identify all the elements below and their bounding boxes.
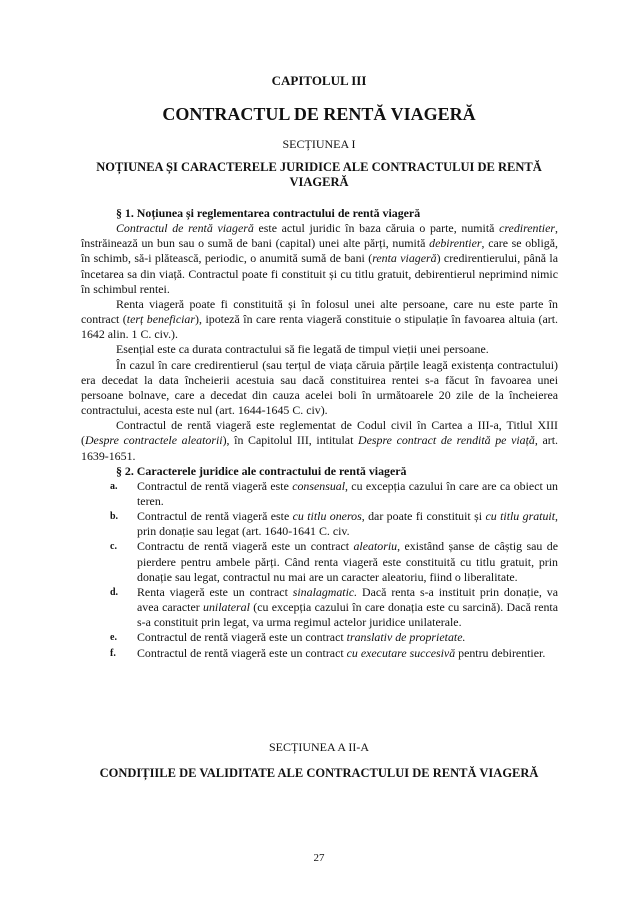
text-run: Contractul de rentă viageră este [137, 509, 293, 524]
emphasis: debirentier [429, 236, 482, 251]
page-number: 27 [313, 852, 325, 864]
emphasis: terț beneficiar [126, 312, 195, 327]
text-run: Contractu de rentă viageră este un contract [137, 539, 354, 554]
list-marker: b. [110, 511, 119, 523]
paragraph: În cazul în care credirentierul (sau terțul de viața căruia părțile leagă existența contractului) era decedat la data încheierii acestuia sau dacă constituirea rentei s-a făcut în favoarea unei persoane bolnave, care a decedat din cauza acelei boli în următoarele 20 zile de la încheierea contractului, acesta este nul (art. 1644-1645 C. civ). [81, 357, 558, 418]
text-run: , existând șanse de câștig sau de pierdere pentru ambele părți. Când renta viageră este constituită cu titlu gratuit, prin donație sau legat, contractul nu mai are un caracter aleatoriu, fiind o liberalitate. [137, 539, 558, 584]
paragraph [81, 418, 558, 463]
text-run: , art. 1639-1651. [81, 433, 558, 463]
list-marker: a. [110, 480, 118, 492]
list-item [81, 646, 558, 661]
text-run: Contractul de rentă viageră este un contract [137, 630, 347, 645]
emphasis: cu executare succesivă [346, 645, 456, 660]
text-run: ), ipoteză în care renta viageră constituie o stipulație în favoarea altuia (art. 1642 alin. 1 C. civ.). [81, 312, 558, 342]
text-run: , care se obligă, în schimb, să-i plătească, periodic, o anumită sumă de bani ( [81, 236, 558, 266]
text-run: , cu excepția cazului în care are ca obiect un teren. [137, 478, 558, 508]
text-run: Renta viageră este un contract [137, 584, 293, 599]
list-item [81, 539, 558, 584]
paragraph: Esențial este ca durata contractului să fie legată de timpul vieții unei persoane. [116, 342, 489, 357]
text-run: ) credirentierului, până la încetarea sa din viață. Contractul poate fi constituit și cu titlu gratuit, debirentierul neprimind nimic în schimbul rentei. [81, 251, 559, 296]
section-label: SECȚIUNEA A II-A [269, 740, 369, 754]
emphasis: cu titlu gratuit [485, 509, 556, 524]
emphasis: Despre contract de rendită pe viață [358, 433, 535, 448]
section-heading: CONDIȚIILE DE VALIDITATE ALE CONTRACTULUI DE RENTĂ VIAGERĂ [99, 766, 539, 780]
chapter-label: CAPITOLUL III [271, 73, 367, 88]
text-run: pentru debirentier. [455, 645, 546, 660]
subsection-title: § 2. Caracterele juridice ale contractului de rentă viageră [116, 463, 407, 478]
section-heading: NOȚIUNEA ȘI CARACTERELE JURIDICE ALE CONTRACTULUI DE RENTĂ VIAGERĂ [96, 160, 542, 189]
paragraph [81, 297, 558, 342]
text-run: Dacă renta s-a instituit prin donație, va avea caracter [137, 584, 558, 615]
list-marker: d. [110, 586, 119, 598]
text-run: Contractul de rentă viageră este un contract [137, 645, 347, 660]
text-run: , înstrăinează un bun sau o sumă de bani (capital) unei alte părți, numită [81, 221, 558, 251]
chapter-title: CONTRACTUL DE RENTĂ VIAGERĂ [162, 104, 476, 124]
list-item [81, 479, 558, 509]
text-run: ), în Capitolul III, intitulat [222, 433, 359, 448]
text-run: , prin donație sau legat (art. 1640-1641 C. civ. [137, 509, 558, 539]
text-run: Contractul de rentă viageră este [137, 478, 293, 493]
paragraph [81, 221, 558, 297]
emphasis: consensual [292, 478, 346, 493]
list-item [81, 630, 558, 645]
emphasis: credirentier [499, 221, 556, 236]
emphasis: cu titlu oneros [292, 509, 362, 524]
text-run: Contractul de rentă viageră este reglementat de Codul civil în Cartea a III-a, Titlul XIII ( [81, 418, 558, 448]
emphasis: aleatoriu [353, 539, 398, 554]
list-marker: f. [110, 647, 116, 659]
emphasis: unilateral [203, 600, 250, 615]
text-run: Renta viageră poate fi constituită și în folosul unei alte persoane, care nu este parte în contract ( [81, 296, 558, 327]
text-run: (cu excepția cazului în care donația este cu sarcină). Dacă renta s-a constituit prin legat, va urma regimul actelor juridice unilaterale. [137, 600, 558, 630]
list-marker: c. [110, 541, 117, 553]
body-text [81, 206, 558, 661]
list-item [81, 585, 558, 630]
emphasis: sinalagmatic. [292, 584, 358, 599]
list-marker: e. [110, 632, 117, 644]
emphasis: Despre contractele aleatorii [84, 433, 223, 448]
emphasis: Contractul de rentă viageră [116, 221, 254, 236]
subsection-title: § 1. Noțiunea și reglementarea contractului de rentă viageră [116, 206, 421, 220]
list-item [81, 509, 558, 539]
emphasis: translativ de proprietate. [346, 630, 466, 645]
characteristics-list [81, 479, 558, 661]
section-label: SECȚIUNEA I [282, 137, 356, 151]
text-run: este actul juridic în baza căruia o parte, numită [253, 221, 500, 236]
emphasis: renta viageră [372, 251, 437, 266]
text-run: , dar poate fi constituit și [361, 509, 486, 524]
